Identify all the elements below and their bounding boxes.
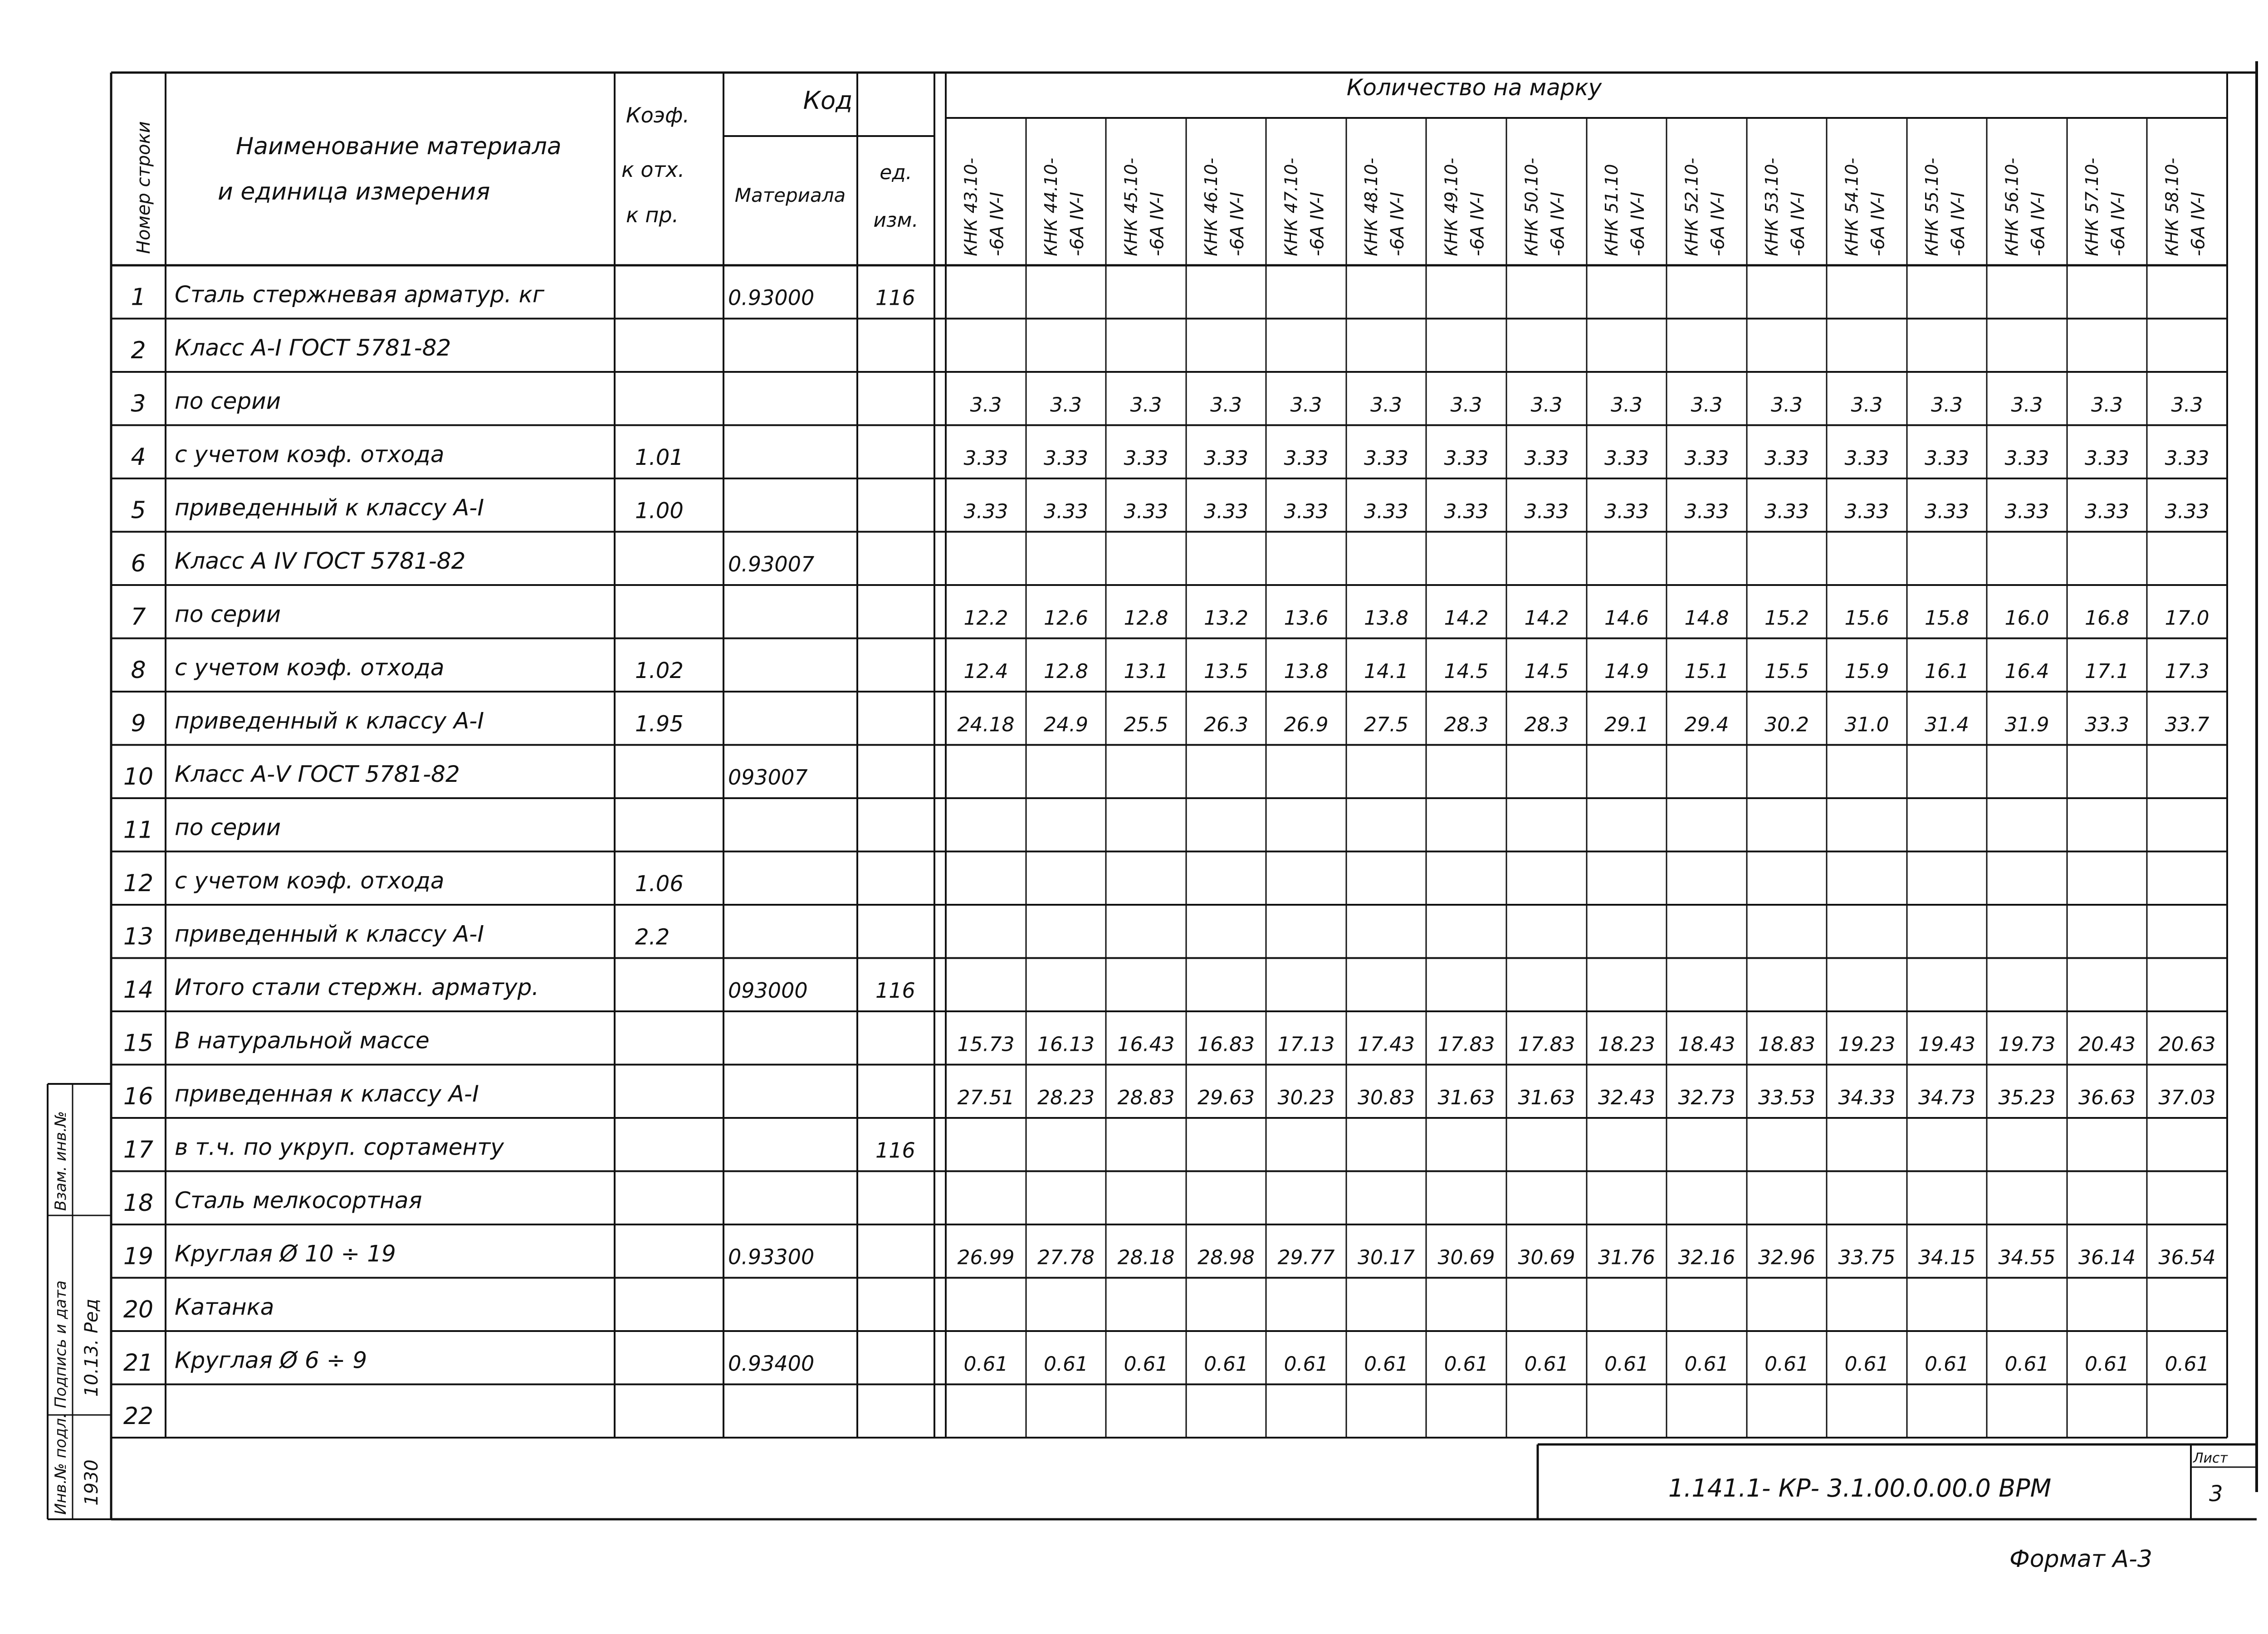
quantity-value: 0.61 (1844, 1352, 1889, 1376)
row-name: Круглая Ø 6 ÷ 9 (175, 1347, 367, 1374)
quantity-value: 3.3 (2011, 393, 2043, 417)
quantity-value: 32.73 (1678, 1086, 1735, 1109)
quantity-value: 3.3 (1130, 393, 1162, 417)
quantity-value: 27.5 (1364, 713, 1408, 737)
row-number: 15 (123, 1029, 154, 1057)
quantity-value: 18.83 (1758, 1033, 1815, 1056)
mark-label-line2: -6А IV-I (1147, 192, 1168, 256)
row-name: приведенный к классу А-I (175, 494, 484, 521)
quantity-value: 17.43 (1358, 1033, 1415, 1056)
quantity-value: 30.69 (1518, 1246, 1575, 1269)
row-number: 11 (123, 816, 154, 844)
header-unit-line1: ед. (880, 161, 912, 184)
mark-label-line1: КНК 57.10- (2082, 157, 2102, 256)
quantity-value: 29.77 (1277, 1246, 1335, 1269)
quantity-value: 0.61 (963, 1352, 1008, 1376)
quantity-value: 34.33 (1838, 1086, 1896, 1109)
row-name: приведенный к классу А-I (175, 707, 484, 734)
mark-label-line2: -6А IV-I (1387, 192, 1408, 256)
mark-label-line1: КНК 46.10- (1201, 157, 1221, 256)
header-name-line2: и единица измерения (218, 178, 490, 205)
row-code: 093007 (728, 765, 808, 790)
header-coef-line3: к пр. (626, 203, 679, 227)
mark-label-line1: КНК 51.10 (1602, 164, 1622, 256)
quantity-value: 31.9 (2004, 713, 2049, 737)
quantity-value: 3.33 (2004, 447, 2049, 470)
sheet-label: Лист (2193, 1450, 2228, 1466)
quantity-value: 0.61 (1604, 1352, 1649, 1376)
quantity-value: 3.33 (2004, 500, 2049, 523)
mark-label-line1: КНК 56.10- (2002, 157, 2022, 256)
quantity-value: 14.9 (1604, 660, 1649, 683)
row-coef: 1.02 (635, 658, 684, 683)
quantity-value: 3.33 (2085, 500, 2129, 523)
quantity-value: 3.33 (1284, 500, 1329, 523)
quantity-value: 0.61 (1524, 1352, 1569, 1376)
quantity-value: 30.17 (1358, 1246, 1415, 1269)
quantity-value: 32.16 (1678, 1246, 1735, 1269)
quantity-value: 34.73 (1918, 1086, 1975, 1109)
quantity-value: 3.33 (2165, 500, 2209, 523)
header-code-material: Материала (734, 184, 846, 206)
quantity-value: 3.3 (1450, 393, 1482, 417)
quantity-value: 33.7 (2165, 713, 2209, 737)
quantity-value: 3.33 (1844, 500, 1889, 523)
quantity-value: 3.33 (1044, 447, 1088, 470)
row-name: В натуральной массе (175, 1027, 430, 1054)
row-unit: 116 (875, 1138, 915, 1163)
row-name: с учетом коэф. отхода (175, 654, 445, 681)
quantity-value: 3.33 (1765, 447, 1809, 470)
quantity-value: 3.3 (2171, 393, 2203, 417)
row-coef: 1.00 (635, 498, 684, 524)
sheet-number: 3 (2209, 1481, 2223, 1507)
quantity-value: 31.4 (1925, 713, 1969, 737)
quantity-value: 3.33 (1524, 447, 1569, 470)
header-row-no: Номер строки (133, 121, 154, 254)
mark-label-line1: КНК 43.10- (961, 157, 981, 256)
quantity-value: 3.33 (1684, 500, 1729, 523)
quantity-value: 3.33 (1684, 447, 1729, 470)
mark-label-line1: КНК 48.10- (1361, 157, 1381, 256)
quantity-value: 25.5 (1124, 713, 1168, 737)
quantity-value: 19.23 (1838, 1033, 1896, 1056)
quantity-value: 37.03 (2158, 1086, 2216, 1109)
quantity-value: 0.61 (1044, 1352, 1088, 1376)
row-number: 6 (131, 550, 146, 577)
quantity-value: 12.8 (1124, 606, 1168, 630)
row-code: 0.93300 (728, 1244, 815, 1269)
row-number: 3 (131, 390, 146, 418)
quantity-value: 18.43 (1678, 1033, 1735, 1056)
mark-label-line2: -6А IV-I (1467, 192, 1488, 256)
quantity-value: 3.33 (1444, 500, 1489, 523)
quantity-value: 13.1 (1124, 660, 1168, 683)
quantity-value: 28.3 (1444, 713, 1489, 737)
quantity-value: 3.33 (1124, 500, 1168, 523)
row-coef: 1.01 (635, 445, 684, 470)
quantity-value: 17.3 (2165, 660, 2209, 683)
mark-label-line2: -6А IV-I (1227, 192, 1248, 256)
quantity-value: 15.6 (1844, 606, 1889, 630)
row-number: 10 (123, 763, 154, 790)
row-name: Класс А-V ГОСТ 5781-82 (175, 761, 460, 787)
left-margin-stamp (48, 1084, 111, 1519)
row-name: приведенная к классу А-I (175, 1081, 479, 1107)
mark-label-line2: -6А IV-I (1707, 192, 1729, 256)
table-text (123, 74, 2216, 1430)
row-name: с учетом коэф. отхода (175, 441, 445, 468)
quantity-value: 0.61 (1124, 1352, 1168, 1376)
quantity-value: 17.0 (2165, 606, 2209, 630)
mark-label-line1: КНК 54.10- (1842, 157, 1862, 256)
quantity-value: 16.4 (2004, 660, 2049, 683)
quantity-value: 3.3 (1611, 393, 1642, 417)
row-number: 18 (123, 1190, 154, 1217)
quantity-value: 31.0 (1844, 713, 1889, 737)
quantity-value: 3.3 (1530, 393, 1563, 417)
quantity-value: 26.9 (1284, 713, 1329, 737)
quantity-value: 14.5 (1444, 660, 1489, 683)
table-grid (111, 61, 2257, 1519)
row-unit: 116 (875, 978, 915, 1003)
margin-signature-label: Подпись и дата (52, 1280, 70, 1408)
quantity-value: 0.61 (2165, 1352, 2209, 1376)
quantity-value: 16.0 (2004, 606, 2049, 630)
quantity-value: 0.61 (1765, 1352, 1809, 1376)
quantity-value: 3.33 (1604, 500, 1649, 523)
quantity-value: 15.2 (1765, 606, 1809, 630)
quantity-value: 28.83 (1117, 1086, 1175, 1109)
quantity-value: 3.3 (1851, 393, 1883, 417)
quantity-value: 16.43 (1117, 1033, 1175, 1056)
quantity-value: 13.5 (1204, 660, 1248, 683)
mark-label-line2: -6А IV-I (2108, 192, 2129, 256)
quantity-value: 3.33 (1364, 447, 1408, 470)
header-code: Код (803, 86, 853, 115)
quantity-value: 20.63 (2158, 1033, 2216, 1056)
quantity-value: 3.3 (1050, 393, 1082, 417)
row-name: Класс А-I ГОСТ 5781-82 (175, 335, 451, 361)
quantity-value: 17.13 (1277, 1033, 1335, 1056)
row-coef: 1.06 (635, 871, 684, 897)
quantity-value: 3.33 (963, 500, 1008, 523)
quantity-value: 15.1 (1684, 660, 1729, 683)
header-quantity: Количество на марку (1346, 74, 1602, 101)
quantity-value: 3.33 (1284, 447, 1329, 470)
mark-label-line1: КНК 44.10- (1041, 157, 1061, 256)
format-label: Формат А-3 (2009, 1546, 2152, 1573)
row-number: 12 (123, 870, 154, 897)
quantity-value: 16.1 (1925, 660, 1969, 683)
quantity-value: 28.3 (1524, 713, 1569, 737)
mark-label-line2: -6А IV-I (1788, 192, 1809, 256)
quantity-value: 19.43 (1918, 1033, 1975, 1056)
quantity-value: 27.78 (1037, 1246, 1095, 1269)
mark-label-line2: -6А IV-I (987, 192, 1008, 256)
row-code: 0.93000 (728, 285, 815, 310)
quantity-value: 0.61 (2085, 1352, 2129, 1376)
quantity-value: 29.1 (1604, 713, 1649, 737)
row-name: Итого стали стержн. арматур. (175, 974, 539, 1000)
mark-label-line1: КНК 49.10- (1441, 157, 1461, 256)
row-code: 0.93007 (728, 552, 815, 576)
quantity-value: 3.3 (1290, 393, 1322, 417)
quantity-value: 32.43 (1598, 1086, 1655, 1109)
quantity-value: 0.61 (1444, 1352, 1489, 1376)
quantity-value: 17.83 (1518, 1033, 1575, 1056)
mark-label-line1: КНК 50.10- (1521, 157, 1542, 256)
quantity-value: 32.96 (1758, 1246, 1815, 1269)
quantity-value: 26.3 (1204, 713, 1248, 737)
row-number: 9 (131, 710, 146, 737)
mark-label-line2: -6А IV-I (1628, 192, 1648, 256)
quantity-value: 0.61 (1364, 1352, 1408, 1376)
drawing-designation: 1.141.1- КР- 3.1.00.0.00.0 ВРМ (1668, 1474, 2052, 1502)
quantity-value: 3.33 (963, 447, 1008, 470)
row-name: Круглая Ø 10 ÷ 19 (175, 1240, 396, 1267)
row-name: по серии (175, 601, 281, 628)
quantity-value: 30.69 (1437, 1246, 1495, 1269)
header-name-line1: Наименование материала (236, 133, 562, 160)
quantity-value: 14.8 (1684, 606, 1729, 630)
quantity-value: 3.33 (1765, 500, 1809, 523)
quantity-value: 31.76 (1598, 1246, 1655, 1269)
quantity-value: 31.63 (1437, 1086, 1495, 1109)
quantity-value: 12.6 (1044, 606, 1088, 630)
quantity-value: 17.1 (2085, 660, 2129, 683)
quantity-value: 3.3 (2091, 393, 2123, 417)
quantity-value: 3.33 (1444, 447, 1489, 470)
mark-label-line1: КНК 53.10- (1762, 157, 1782, 256)
quantity-value: 3.33 (1844, 447, 1889, 470)
quantity-value: 14.2 (1524, 606, 1569, 630)
row-number: 14 (123, 976, 154, 1004)
quantity-value: 0.61 (1204, 1352, 1248, 1376)
quantity-value: 30.83 (1358, 1086, 1415, 1109)
row-number: 4 (131, 444, 146, 471)
quantity-value: 24.18 (957, 713, 1015, 737)
mark-label-line1: КНК 45.10- (1121, 157, 1141, 256)
row-unit: 116 (875, 285, 915, 310)
mark-label-line2: -6А IV-I (1867, 192, 1889, 256)
quantity-value: 16.13 (1037, 1033, 1095, 1056)
quantity-value: 3.3 (1691, 393, 1723, 417)
mark-label-line1: КНК 47.10- (1281, 157, 1301, 256)
quantity-value: 3.33 (1925, 447, 1969, 470)
quantity-value: 3.3 (1771, 393, 1803, 417)
row-number: 1 (131, 283, 146, 311)
quantity-value: 3.33 (1124, 447, 1168, 470)
row-coef: 2.2 (635, 924, 670, 950)
quantity-value: 12.2 (963, 606, 1008, 630)
quantity-value: 3.3 (970, 393, 1002, 417)
quantity-value: 33.75 (1838, 1246, 1896, 1269)
quantity-value: 26.99 (957, 1246, 1015, 1269)
quantity-value: 12.4 (963, 660, 1008, 683)
row-coef: 1.95 (635, 711, 684, 737)
margin-inv-label: Инв.№ подл. (52, 1413, 70, 1515)
title-block (1538, 1444, 2257, 1573)
row-name: с учетом коэф. отхода (175, 868, 445, 894)
quantity-value: 3.33 (1204, 500, 1248, 523)
row-number: 22 (123, 1403, 154, 1430)
mark-label-line1: КНК 55.10- (1922, 157, 1942, 256)
quantity-value: 3.33 (2165, 447, 2209, 470)
quantity-value: 0.61 (1684, 1352, 1729, 1376)
row-number: 21 (123, 1349, 154, 1377)
row-number: 19 (123, 1243, 154, 1270)
row-name: Катанка (175, 1294, 274, 1320)
quantity-value: 14.6 (1604, 606, 1649, 630)
quantity-value: 3.33 (1604, 447, 1649, 470)
quantity-value: 3.3 (1370, 393, 1402, 417)
row-number: 7 (131, 603, 146, 631)
quantity-value: 16.8 (2085, 606, 2129, 630)
quantity-value: 27.51 (957, 1086, 1015, 1109)
mark-label-line2: -6А IV-I (2028, 192, 2049, 256)
margin-signature-value: 10.13. Ред (81, 1298, 102, 1397)
header-coef-line1: Коэф. (626, 103, 689, 127)
quantity-value: 17.83 (1437, 1033, 1495, 1056)
quantity-value: 19.73 (1998, 1033, 2056, 1056)
quantity-value: 14.1 (1364, 660, 1408, 683)
header-unit-line2: изм. (873, 209, 919, 232)
row-code: 0.93400 (728, 1351, 815, 1376)
row-name: Сталь стержневая арматур. кг (175, 281, 545, 308)
row-number: 13 (123, 923, 154, 951)
quantity-value: 15.73 (957, 1033, 1015, 1056)
quantity-value: 3.33 (1044, 500, 1088, 523)
quantity-value: 15.5 (1765, 660, 1809, 683)
quantity-value: 24.9 (1044, 713, 1088, 737)
quantity-value: 33.53 (1758, 1086, 1815, 1109)
quantity-value: 36.63 (2078, 1086, 2136, 1109)
mark-label-line1: КНК 58.10- (2162, 157, 2182, 256)
quantity-value: 20.43 (2078, 1033, 2136, 1056)
row-name: приведенный к классу А-I (175, 921, 484, 947)
row-name: по серии (175, 388, 281, 415)
row-name: в т.ч. по укруп. сортаменту (175, 1134, 504, 1161)
margin-inv-value: 1930 (81, 1459, 102, 1506)
quantity-value: 3.33 (2085, 447, 2129, 470)
quantity-value: 29.4 (1684, 713, 1729, 737)
mark-label-line1: КНК 52.10- (1681, 157, 1702, 256)
row-number: 8 (131, 657, 146, 684)
quantity-value: 3.33 (1524, 500, 1569, 523)
quantity-value: 28.18 (1117, 1246, 1175, 1269)
quantity-value: 3.33 (1364, 500, 1408, 523)
quantity-value: 13.8 (1284, 660, 1329, 683)
quantity-value: 29.63 (1198, 1086, 1255, 1109)
quantity-value: 0.61 (2004, 1352, 2049, 1376)
margin-vzam-label: Взам. инв.№ (52, 1111, 70, 1211)
quantity-value: 36.54 (2158, 1246, 2216, 1269)
quantity-value: 30.23 (1277, 1086, 1335, 1109)
quantity-value: 28.98 (1198, 1246, 1255, 1269)
quantity-value: 15.8 (1925, 606, 1969, 630)
quantity-value: 30.2 (1765, 713, 1809, 737)
row-name: Класс А IV ГОСТ 5781-82 (175, 548, 466, 574)
quantity-value: 15.9 (1844, 660, 1889, 683)
quantity-value: 13.8 (1364, 606, 1408, 630)
row-number: 17 (123, 1136, 154, 1164)
mark-label-line2: -6А IV-I (2188, 192, 2209, 256)
quantity-value: 31.63 (1518, 1086, 1575, 1109)
quantity-value: 13.6 (1284, 606, 1329, 630)
quantity-value: 33.3 (2085, 713, 2129, 737)
row-number: 2 (131, 337, 146, 364)
quantity-value: 36.14 (2078, 1246, 2136, 1269)
quantity-value: 28.23 (1037, 1086, 1095, 1109)
quantity-value: 12.8 (1044, 660, 1088, 683)
mark-label-line2: -6А IV-I (1948, 192, 1969, 256)
row-number: 20 (123, 1296, 154, 1323)
quantity-value: 0.61 (1925, 1352, 1969, 1376)
mark-label-line2: -6А IV-I (1067, 192, 1088, 256)
quantity-value: 34.15 (1918, 1246, 1975, 1269)
mark-label-line2: -6А IV-I (1307, 192, 1328, 256)
row-number: 16 (123, 1083, 154, 1110)
quantity-value: 3.3 (1210, 393, 1242, 417)
row-name: Сталь мелкосортная (175, 1187, 422, 1214)
quantity-value: 0.61 (1284, 1352, 1329, 1376)
quantity-value: 3.33 (1925, 500, 1969, 523)
quantity-value: 3.33 (1204, 447, 1248, 470)
quantity-value: 18.23 (1598, 1033, 1655, 1056)
quantity-value: 34.55 (1998, 1246, 2056, 1269)
row-name: по серии (175, 814, 281, 841)
quantity-value: 14.2 (1444, 606, 1489, 630)
quantity-value: 3.3 (1931, 393, 1963, 417)
row-number: 5 (131, 497, 146, 524)
quantity-value: 13.2 (1204, 606, 1248, 630)
quantity-value: 35.23 (1998, 1086, 2056, 1109)
row-code: 093000 (728, 978, 808, 1003)
quantity-value: 16.83 (1198, 1033, 1255, 1056)
mark-label-line2: -6А IV-I (1547, 192, 1569, 256)
quantity-value: 14.5 (1524, 660, 1569, 683)
header-coef-line2: к отх. (621, 157, 685, 182)
